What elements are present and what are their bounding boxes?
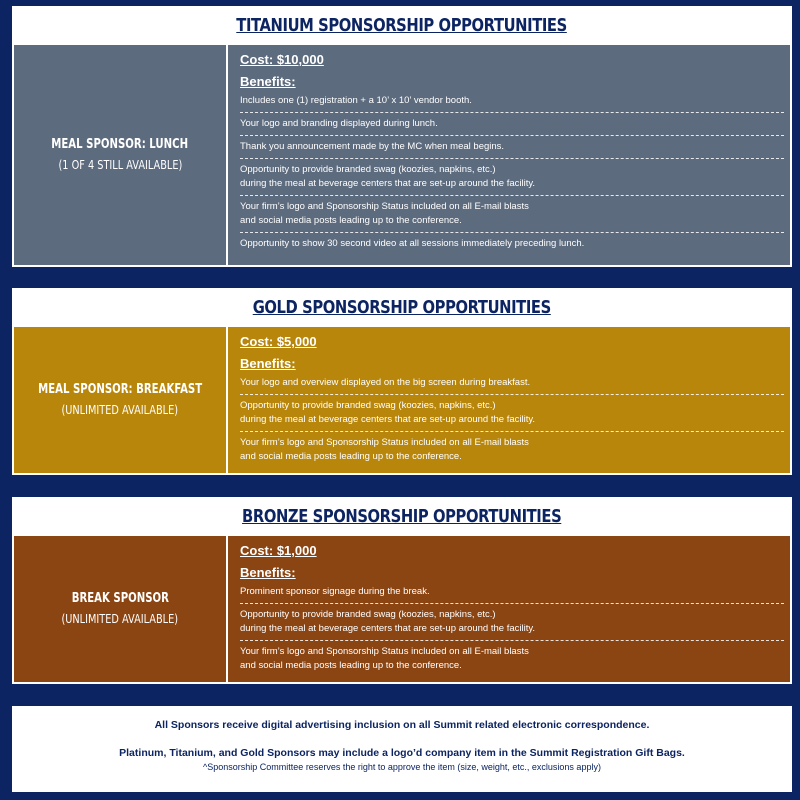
benefits-cell: [228, 536, 790, 682]
benefit-text-line: Your firm’s logo and Sponsorship Status included on all E-mail blasts: [240, 201, 529, 212]
section-body: [14, 43, 790, 265]
benefit-item: [240, 432, 784, 468]
benefits-heading: Benefits:: [240, 74, 296, 89]
sponsor-type-cell: [14, 536, 228, 682]
benefit-list: [240, 372, 784, 468]
sponsor-type-cell: [14, 327, 228, 473]
benefit-text-line: during the meal at beverage centers that are set-up around the facility.: [240, 623, 536, 634]
section-title: BRONZE SPONSORSHIP OPPORTUNITIES: [242, 506, 562, 527]
benefit-item: [240, 395, 784, 432]
benefit-text-line: Prominent sponsor signage during the break.: [240, 586, 430, 597]
footer-gift-bag-note: Platinum, Titanium, and Gold Sponsors may include a logo’d company item in the Summit Registration Gift Bags.: [119, 747, 685, 759]
benefit-item: [240, 90, 784, 113]
section-header: [14, 499, 790, 534]
footer-all-sponsors-note: All Sponsors receive digital advertising inclusion on all Summit related electronic correspondence.: [154, 719, 650, 731]
benefit-item: [240, 233, 784, 255]
benefit-list: [240, 90, 784, 255]
sponsor-name: MEAL SPONSOR: BREAKFAST: [37, 382, 203, 397]
benefit-item: [240, 372, 784, 395]
section-header: [14, 8, 790, 43]
sponsor-availability: (UNLIMITED AVAILABLE): [61, 402, 179, 417]
benefit-item: [240, 641, 784, 677]
section-header: [14, 290, 790, 325]
benefit-text-line: Opportunity to provide branded swag (koozies, napkins, etc.): [240, 609, 496, 620]
section-body: [14, 325, 790, 473]
benefit-list: [240, 581, 784, 677]
benefit-item: [240, 113, 784, 136]
section-body: [14, 534, 790, 682]
benefit-text-line: during the meal at beverage centers that are set-up around the facility.: [240, 414, 536, 425]
sponsor-name: BREAK SPONSOR: [71, 591, 169, 606]
benefit-text-line: Opportunity to provide branded swag (koozies, napkins, etc.): [240, 400, 496, 411]
cost-label: Cost: $5,000: [240, 334, 317, 349]
benefits-heading: Benefits:: [240, 565, 296, 580]
benefit-item: [240, 159, 784, 196]
benefit-text-line: Includes one (1) registration + a 10’ x 10’ vendor booth.: [240, 95, 472, 106]
bronze-section: [12, 497, 792, 684]
cost-label: Cost: $10,000: [240, 52, 324, 67]
titanium-section: [12, 6, 792, 267]
section-title: GOLD SPONSORSHIP OPPORTUNITIES: [252, 297, 552, 318]
benefit-text-line: and social media posts leading up to the conference.: [240, 215, 462, 226]
benefit-text-line: and social media posts leading up to the conference.: [240, 451, 462, 462]
gold-section: [12, 288, 792, 475]
benefit-text-line: Your logo and overview displayed on the big screen during breakfast.: [240, 377, 531, 388]
benefit-text-line: Your firm’s logo and Sponsorship Status included on all E-mail blasts: [240, 437, 529, 448]
footer-notes: [12, 706, 792, 792]
cost-label: Cost: $1,000: [240, 543, 317, 558]
sponsor-availability: (UNLIMITED AVAILABLE): [61, 611, 179, 626]
benefit-item: [240, 581, 784, 604]
section-title: TITANIUM SPONSORSHIP OPPORTUNITIES: [236, 15, 568, 36]
benefit-text-line: Opportunity to provide branded swag (koozies, napkins, etc.): [240, 164, 496, 175]
benefit-text-line: Opportunity to show 30 second video at all sessions immediately preceding lunch.: [240, 238, 585, 249]
benefit-item: [240, 196, 784, 233]
benefits-heading: Benefits:: [240, 356, 296, 371]
sponsor-availability: (1 OF 4 STILL AVAILABLE): [58, 157, 182, 172]
benefit-item: [240, 604, 784, 641]
sponsor-type-cell: [14, 45, 228, 265]
footer-disclaimer: ^Sponsorship Committee reserves the right to approve the item (size, weight, etc., exclusions apply): [203, 762, 601, 772]
benefits-cell: [228, 327, 790, 473]
benefit-text-line: during the meal at beverage centers that are set-up around the facility.: [240, 178, 536, 189]
benefit-text-line: Your logo and branding displayed during lunch.: [240, 118, 438, 129]
benefit-text-line: Thank you announcement made by the MC when meal begins.: [240, 141, 505, 152]
benefit-text-line: Your firm’s logo and Sponsorship Status included on all E-mail blasts: [240, 646, 529, 657]
benefits-cell: [228, 45, 790, 265]
sponsor-name: MEAL SPONSOR: LUNCH: [51, 137, 189, 152]
benefit-text-line: and social media posts leading up to the conference.: [240, 660, 462, 671]
benefit-item: [240, 136, 784, 159]
